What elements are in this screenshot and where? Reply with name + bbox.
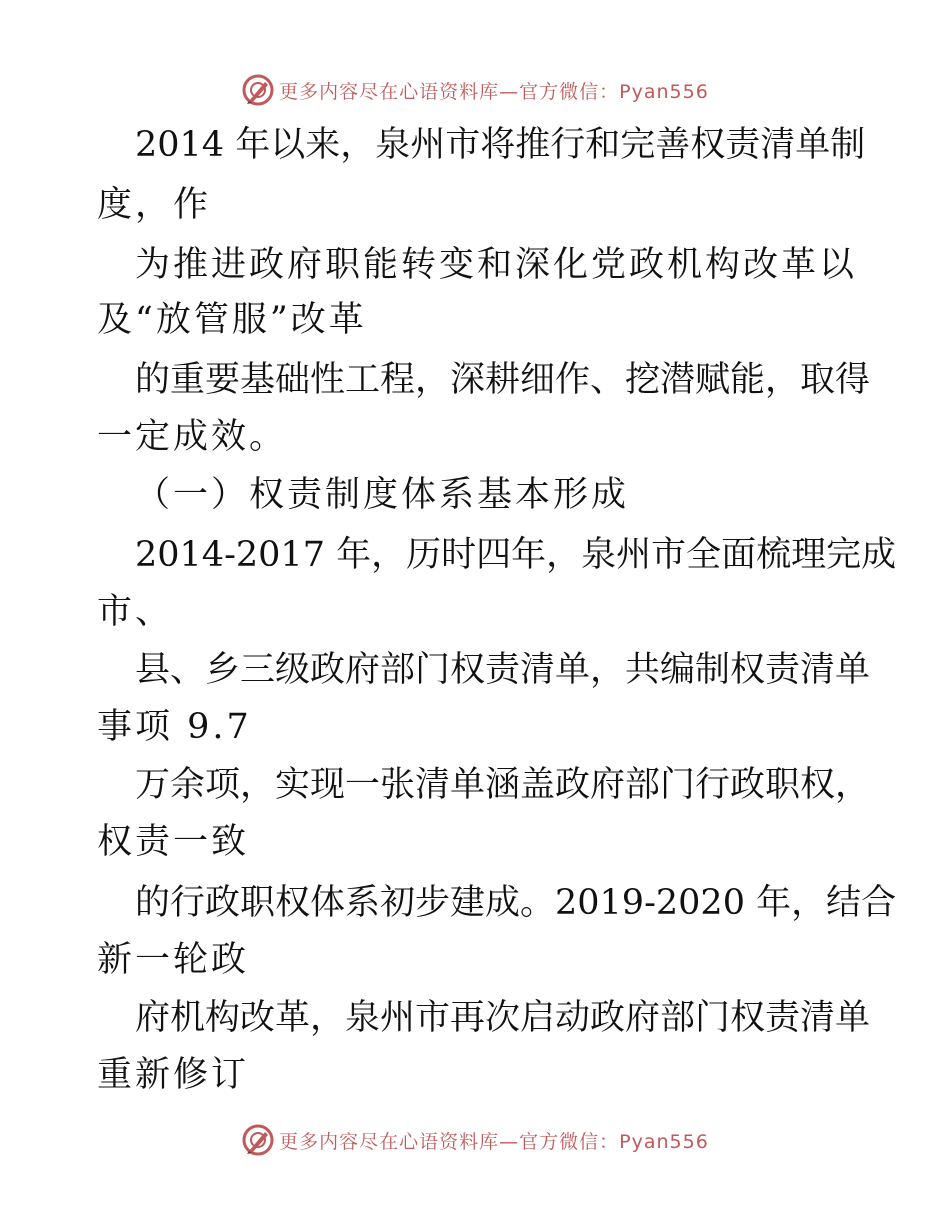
body-line: 权责一致 xyxy=(97,822,250,862)
body-line: 2014-2017 年，历时四年，泉州市全面梳理完成 xyxy=(135,535,897,575)
body-line: 为推进政府职能转变和深化党政机构改革以 xyxy=(135,245,858,285)
body-line: 2014 年以来，泉州市将推行和完善权责清单制 xyxy=(135,125,866,165)
header-banner-text: 更多内容尽在心语资料库—官方微信：Pyan556 xyxy=(279,80,709,103)
body-line: 重新修订 xyxy=(97,1055,250,1095)
body-line: 万余项，实现一张清单涵盖政府部门行政职权， xyxy=(135,765,871,805)
pen-logo-icon xyxy=(241,1123,275,1157)
body-line: 新一轮政 xyxy=(97,940,250,980)
body-line: 市、 xyxy=(97,592,174,632)
body-line: 及“放管服”改革 xyxy=(97,300,367,340)
footer-banner-text: 更多内容尽在心语资料库—官方微信：Pyan556 xyxy=(279,1130,709,1153)
footer-watermark-banner xyxy=(0,1120,950,1160)
body-line: 的行政职权体系初步建成。2019-2020 年，结合 xyxy=(135,883,897,923)
section-heading: （一）权责制度体系基本形成 xyxy=(135,475,630,515)
body-line: 事项 9.7 xyxy=(97,707,252,747)
body-line: 度，作 xyxy=(97,185,212,225)
body-line: 的重要基础性工程，深耕细作、挖潜赋能，取得 xyxy=(135,360,871,400)
pen-logo-icon xyxy=(241,73,275,107)
body-line: 县、乡三级政府部门权责清单，共编制权责清单 xyxy=(135,650,871,690)
body-line: 一定成效。 xyxy=(97,417,288,457)
header-watermark-banner xyxy=(0,70,950,110)
body-line: 府机构改革，泉州市再次启动政府部门权责清单 xyxy=(135,998,871,1038)
